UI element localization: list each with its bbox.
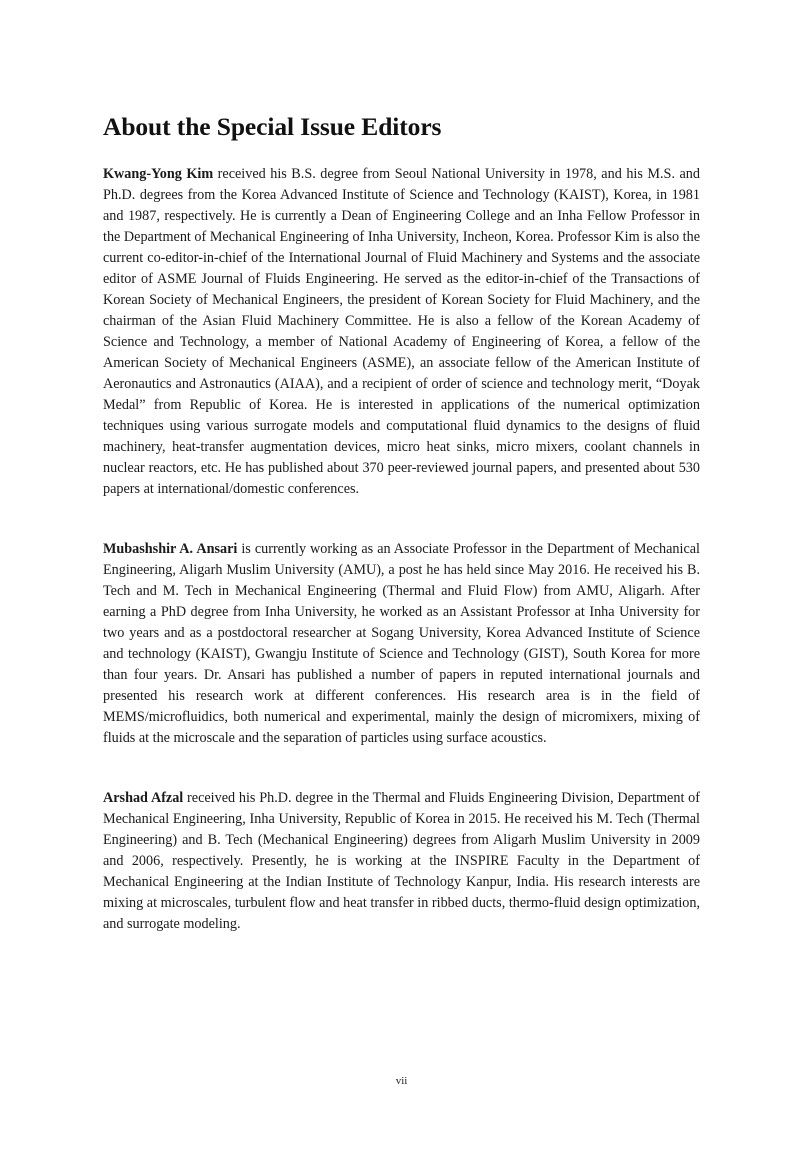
editor-name: Arshad Afzal: [103, 790, 184, 806]
editor-bio-afzal: [103, 788, 700, 935]
editor-name: Kwang-Yong Kim: [103, 166, 214, 182]
page-number: vii: [395, 1075, 408, 1087]
editor-bio-kim: [103, 164, 700, 500]
editor-bio-ansari: [103, 539, 700, 749]
editor-bio-text: received his Ph.D. degree in the Thermal and Fluids Engineering Division, Department of Mechanical Engineering, Inha University, Republic of Korea in 2015. He received his M. Tech (Thermal Engineering) and B. Tech (Mechanical Engineering) degrees from Aligarh Muslim University in 2009 and 2006, respectively. Presently, he is working at the INSPIRE Faculty in the Department of Mechanical Engineering at the Indian Institute of Technology Kanpur, India. His research interests are mixing at microscales, turbulent flow and heat transfer in ribbed ducts, thermo-fluid design optimization, and surrogate modeling.: [103, 790, 701, 932]
editor-bio-text: received his B.S. degree from Seoul National University in 1978, and his M.S. and Ph.D. degrees from the Korea Advanced Institute of Science and Technology (KAIST), Korea, in 1981 and 1987, respectively. He is currently a Dean of Engineering College and an Inha Fellow Professor in the Department of Mechanical Engineering of Inha University, Incheon, Korea. Professor Kim is also the current co-editor-in-chief of the International Journal of Fluid Machinery and Systems and the associate editor of ASME Journal of Fluids Engineering. He served as the editor-in-chief of the Transactions of Korean Society of Mechanical Engineers, the president of Korean Society for Fluid Machinery, and the chairman of the Asian Fluid Machinery Committee. He is also a fellow of the Korean Academy of Science and Technology, a member of National Academy of Engineering of Korea, a fellow of the American Society of Mechanical Engineers (ASME), an associate fellow of the American Institute of Aeronautics and Astronautics (AIAA), and a recipient of order of science and technology merit, “Doyak Medal” from Republic of Korea. He is interested in applications of the numerical optimization techniques using various surrogate models and computational fluid dynamics to the designs of fluid machinery, heat-transfer augmentation devices, micro heat sinks, micro mixers, coolant channels in nuclear reactors, etc. He has published about 370 peer-reviewed journal papers, and presented about 530 papers at international/domestic conferences.: [103, 166, 700, 497]
editor-name: Mubashshir A. Ansari: [103, 541, 238, 557]
editor-bio-text: is currently working as an Associate Professor in the Department of Mechanical Engineering, Aligarh Muslim University (AMU), a post he has held since May 2016. He received his B. Tech and M. Tech in Mechanical Engineering (Thermal and Fluid Flow) from AMU, Aligarh. After earning a PhD degree from Inha University, he worked as an Assistant Professor at Inha University for two years and as a postdoctoral researcher at Sogang University, Korea Advanced Institute of Science and technology (KAIST), Gwangju Institute of Science and Technology (GIST), South Korea for more than four years. Dr. Ansari has published a number of papers in reputed international journals and presented his research work at different conferences. His research area is in the field of MEMS/microfluidics, both numerical and experimental, mainly the design of micromixers, mixing of fluids at the microscale and the separation of particles using surface acoustics.: [103, 541, 700, 746]
page-title: About the Special Issue Editors: [103, 112, 442, 141]
